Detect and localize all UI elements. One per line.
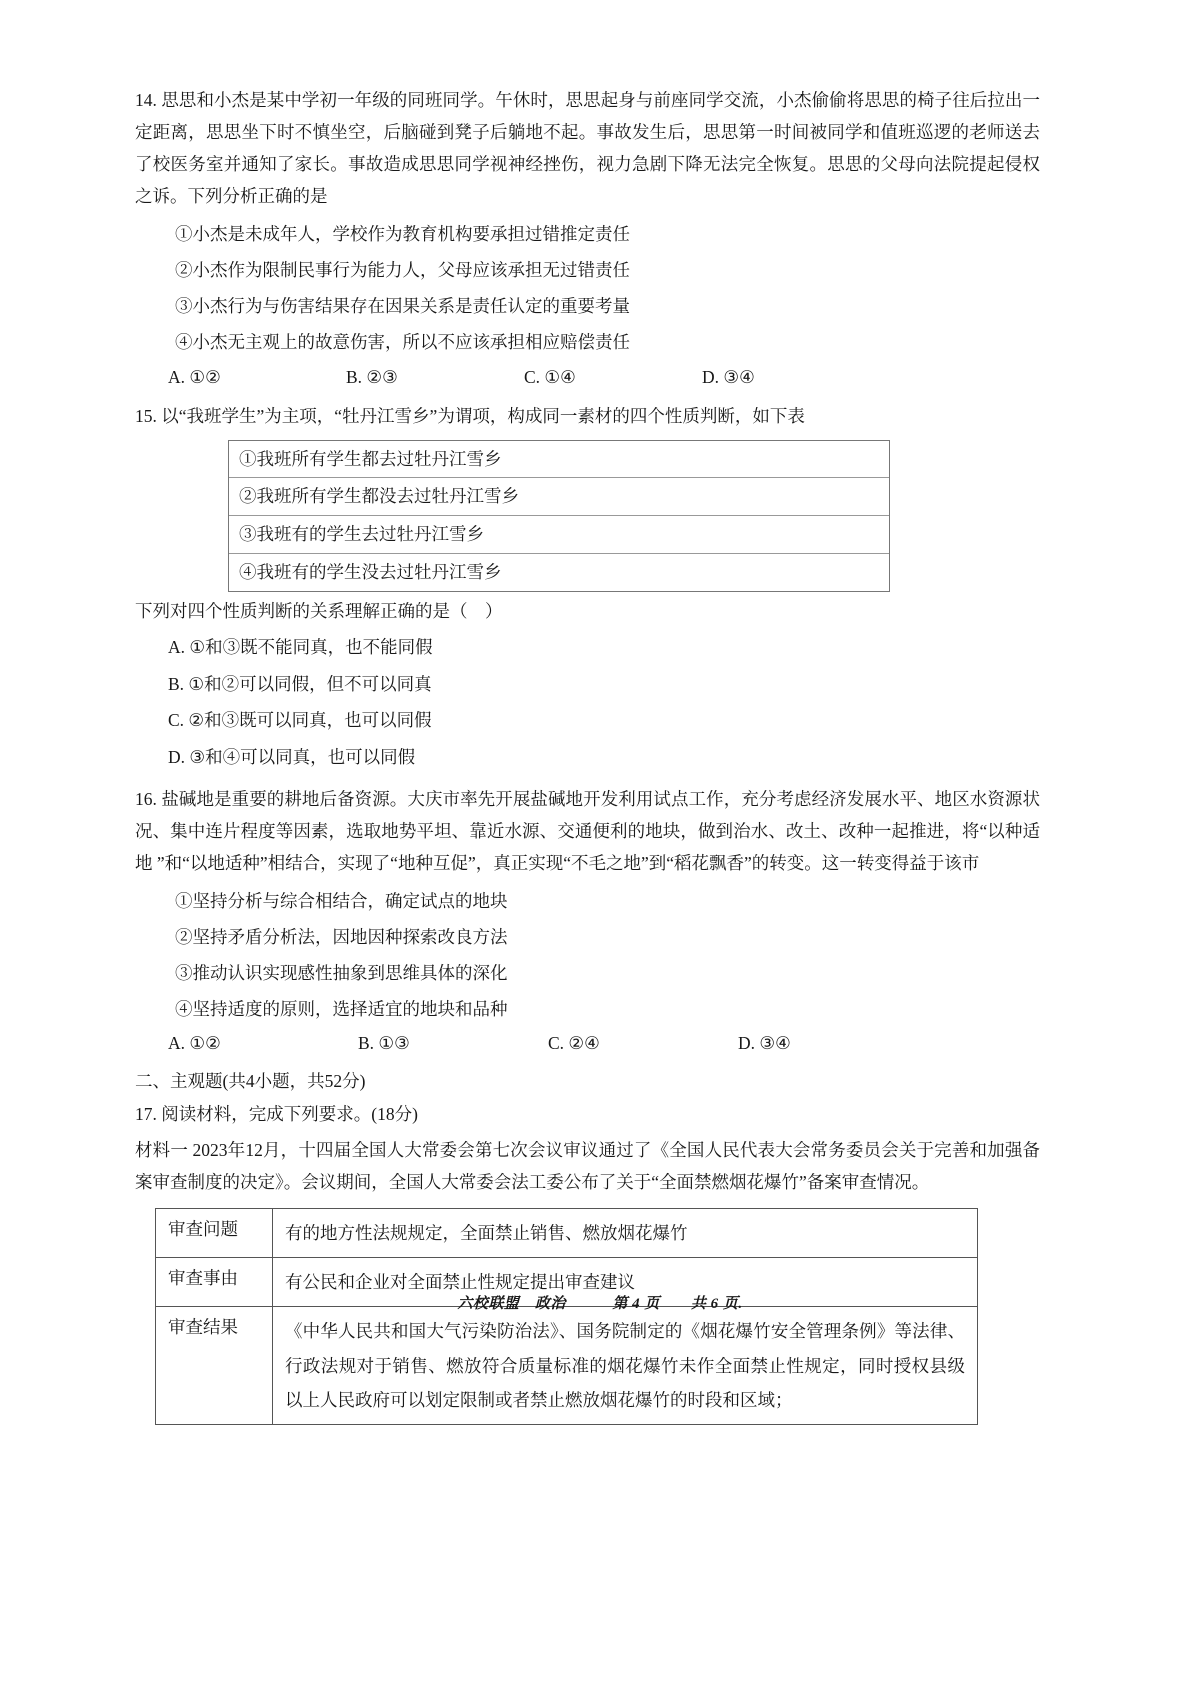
choice-d: D. ③和④可以同真，也可以同假 xyxy=(168,746,416,767)
table-row xyxy=(156,1209,978,1258)
section-2-heading: 二、主观题(共4小题，共52分) xyxy=(135,1071,366,1092)
row-label: 审查问题 xyxy=(156,1209,273,1258)
choice-a: A. ①② xyxy=(168,366,221,387)
option-item: ③小杰行为与伤害结果存在因果关系是责任认定的重要考量 xyxy=(175,296,630,317)
row-label: 审查事由 xyxy=(156,1258,273,1307)
choice-c: C. ①④ xyxy=(524,366,576,387)
row-content: 有公民和企业对全面禁止性规定提出审查建议 xyxy=(273,1258,978,1307)
choice-d: D. ③④ xyxy=(702,366,755,387)
question-14 xyxy=(135,84,1040,388)
choice-b: B. ①③ xyxy=(358,1033,410,1054)
row-content: 《中华人民共和国大气污染防治法》、国务院制定的《烟花爆竹安全管理条例》等法律、行政法规对于销售、燃放符合质量标准的烟花爆竹未作全面禁止性规定，同时授权县级以上人民政府可以划定限制或者禁止燃放烟花爆竹的时段和区域； xyxy=(273,1307,978,1424)
row-content: 有的地方性法规规定，全面禁止销售、燃放烟花爆竹 xyxy=(273,1209,978,1258)
option-item: ②小杰作为限制民事行为能力人，父母应该承担无过错责任 xyxy=(175,260,630,281)
table-row xyxy=(156,1307,978,1424)
option-item: ④小杰无主观上的故意伤害，所以不应该承担相应赔偿责任 xyxy=(175,332,630,353)
question-15 xyxy=(135,400,1040,770)
question-15-choices xyxy=(135,636,1040,770)
review-table xyxy=(155,1208,978,1425)
option-item: ④坚持适度的原则，选择适宜的地块和品种 xyxy=(175,999,508,1019)
row-label: 审查结果 xyxy=(156,1307,273,1424)
judgment-row: ②我班所有学生都没去过牡丹江雪乡 xyxy=(229,477,889,515)
judgment-row: ①我班所有学生都去过牡丹江雪乡 xyxy=(239,448,502,469)
page-footer: 六校联盟 政治 第 4 页 共 6 页. xyxy=(457,1296,743,1312)
question-17-intro: 17. 阅读材料，完成下列要求。(18分) xyxy=(135,1104,418,1125)
question-16-choices xyxy=(135,1033,1040,1054)
choice-a: A. ①和③既不能同真，也不能同假 xyxy=(168,637,433,658)
option-item: ①小杰是未成年人，学校作为教育机构要承担过错推定责任 xyxy=(175,224,630,245)
question-17-material-1: 材料一 2023年12月，十四届全国人大常委会第七次会议审议通过了《全国人民代表大会常务委员会关于完善和加强备案审查制度的决定》。会议期间，全国人大常委会法工委公布了关于“全面禁燃烟花爆竹”备案审查情况。 xyxy=(135,1140,1040,1193)
question-16 xyxy=(135,783,1040,1055)
question-14-choices xyxy=(135,367,1040,388)
judgment-row: ③我班有的学生去过牡丹江雪乡 xyxy=(229,515,889,553)
question-17 xyxy=(135,1101,1040,1425)
choice-a: A. ①② xyxy=(168,1033,221,1054)
question-15-question: 下列对四个性质判断的关系理解正确的是（ ） xyxy=(135,601,503,622)
option-item: ③推动认识实现感性抽象到思维具体的深化 xyxy=(175,962,508,983)
judgment-table xyxy=(228,440,890,593)
choice-c: C. ②和③既可以同真，也可以同假 xyxy=(168,710,432,731)
choice-c: C. ②④ xyxy=(548,1033,600,1054)
option-item: ①坚持分析与综合相结合，确定试点的地块 xyxy=(175,890,508,911)
question-14-stem: 14. 思思和小杰是某中学初一年级的同班同学。午休时，思思起身与前座同学交流，小杰偷偷将思思的椅子往后拉出一定距离，思思坐下时不慎坐空，后脑碰到凳子后躺地不起。事故发生后，思思第一时间被同学和值班巡逻的老师送去了校医务室并通知了家长。事故造成思思同学视神经挫伤，视力急剧下降无法完全恢复。思思的父母向法院提起侵权之诉。下列分析正确的是 xyxy=(135,90,1040,207)
question-15-intro: 15. 以“我班学生”为主项，“牡丹江雪乡”为谓项，构成同一素材的四个性质判断，如下表 xyxy=(135,405,805,426)
option-item: ②坚持矛盾分析法，因地因种探索改良方法 xyxy=(175,926,508,947)
question-16-stem: 16. 盐碱地是重要的耕地后备资源。大庆市率先开展盐碱地开发利用试点工作，充分考虑经济发展水平、地区水资源状况、集中连片程度等因素，选取地势平坦、靠近水源、交通便利的地块，做到治水、改土、改种一起推进，将“以种适地 ”和“以地适种”相结合，实现了“地种互促”，真正实现“不毛之地”到“稻花飘香”的转变。这一转变得益于该市 xyxy=(135,788,1040,873)
choice-d: D. ③④ xyxy=(738,1033,791,1054)
choice-b: B. ②③ xyxy=(346,366,398,387)
choice-b: B. ①和②可以同假，但不可以同真 xyxy=(168,673,432,694)
judgment-row: ④我班有的学生没去过牡丹江雪乡 xyxy=(229,553,889,591)
